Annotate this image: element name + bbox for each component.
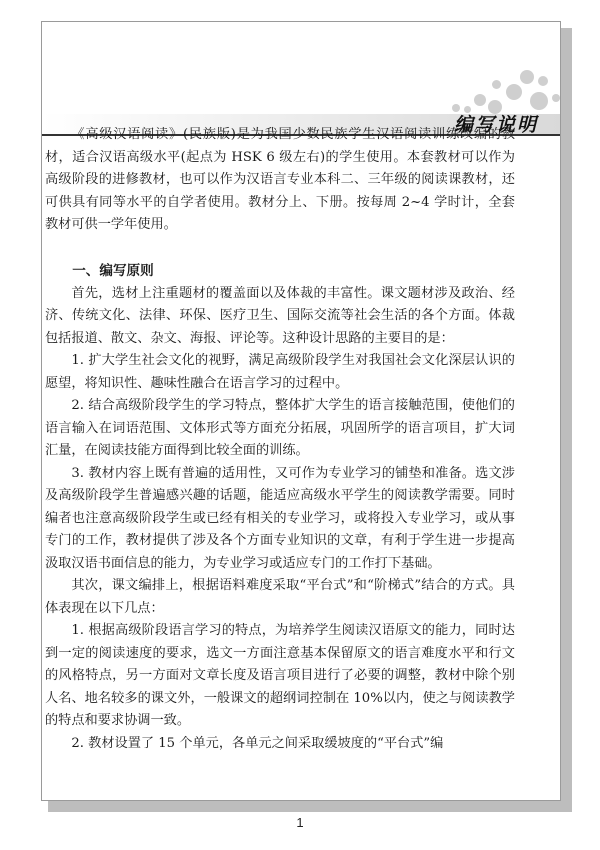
paragraph: 1. 根据高级阶段语言学习的特点，为培养学生阅读汉语原文的能力，同时达到一定的阅读速度的要求，选文一方面注意基本保留原文的语言难度水平和行文的风格特点，另一方面对文章长度及语言项目进行了必要的调整，教材中除个别人名、地名较多的课文外，一般课文的超纲词控制在 10%以内，使之与阅读教学的特点和要求协调一致。 [45,623,515,728]
page-number: 1 [296,815,304,830]
intro-paragraph: 《高级汉语阅读》(民族版)是为我国少数民族学生汉语阅读训练改编的教材，适合汉语高级水平(起点为 HSK 6 级左右)的学生使用。本套教材可以作为高级阶段的进修教材，也可以作为汉语言专业本科二、三年级的阅读课教材，还可供具有同等水平的自学者使用。教材分上、下册。按每周 2~4 学时计，全套教材可供一学年使用。 [45,127,515,232]
paragraph: 其次，课文编排上，根据语料难度采取“平台式”和“阶梯式”结合的方式。具体表现在以下几点： [45,578,515,616]
decorative-dots [412,64,562,114]
section-heading: 一、编写原则 [72,262,154,279]
body-text [45,124,515,755]
paragraph: 首先，选材上注重题材的覆盖面以及体裁的丰富性。课文题材涉及政治、经济、传统文化、法律、环保、医疗卫生、国际交流等社会生活的各个方面。体裁包括报道、散文、杂文、海报、评论等。这种设计思路的主要目的是： [45,285,515,346]
section-title: 编写说明 [453,114,538,136]
paragraph: 1. 扩大学生社会文化的视野，满足高级阶段学生对我国社会文化深层认识的愿望，将知识性、趣味性融合在语言学习的过程中。 [45,353,515,391]
paragraph: 2. 教材设置了 15 个单元，各单元之间采取缓坡度的“平台式”编 [71,735,444,751]
paragraph: 2. 结合高级阶段学生的学习特点，整体扩大学生的语言接触范围，使他们的语言输入在词语范围、文体形式等方面充分拓展，巩固所学的语言项目，扩大词汇量，在阅读技能方面得到比较全面的训练。 [45,398,515,458]
paragraph: 3. 教材内容上既有普遍的适用性，又可作为专业学习的铺垫和准备。选文涉及高级阶段学生普遍感兴趣的话题，能适应高级水平学生的阅读教学需要。同时编者也注意高级阶段学生或已经有相关的专业学习，或将投入专业学习，或从事专门的工作，教材提供了涉及各个方面专业知识的文章，有利于学生进一步提高汲取汉语书面信息的能力，为专业学习或适应专门的工作打下基础。 [45,465,515,571]
